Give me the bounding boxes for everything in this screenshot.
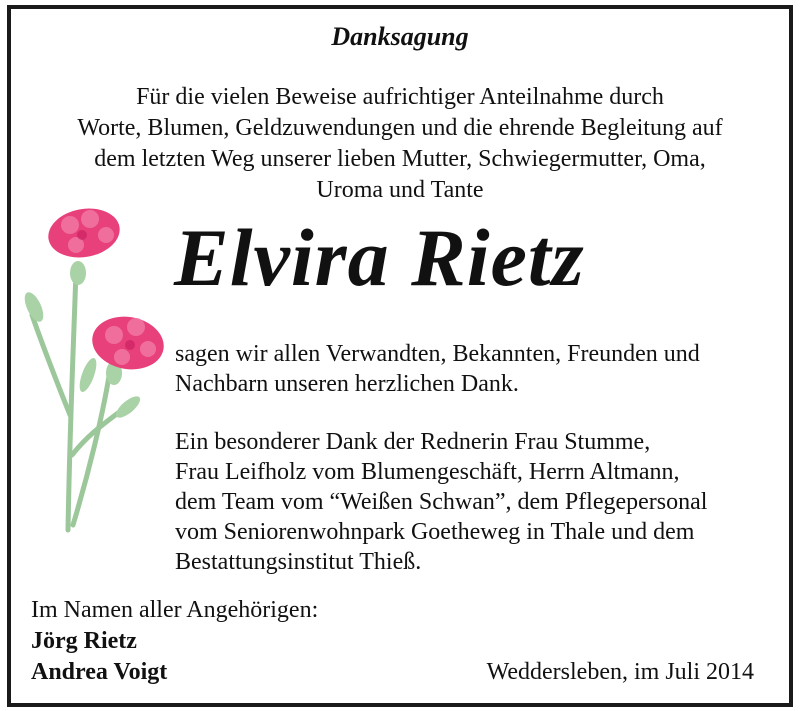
special-thanks-paragraph xyxy=(175,427,707,577)
place-date: Weddersleben, im Juli 2014 xyxy=(486,659,754,685)
intro-line: Worte, Blumen, Geldzuwendungen und die ehrende Begleitung auf xyxy=(77,115,723,141)
special-thanks-line: Bestattungsinstitut Thieß. xyxy=(175,549,422,575)
signature-name: Andrea Voigt xyxy=(31,659,168,685)
deceased-name: Elvira Rietz xyxy=(174,212,585,303)
intro-line: dem letzten Weg unserer lieben Mutter, Schwiegermutter, Oma, xyxy=(94,146,706,172)
special-thanks-line: Ein besonderer Dank der Rednerin Frau Stumme, xyxy=(175,429,651,455)
notice-title: Danksagung xyxy=(331,22,469,51)
thanks-line: Nachbarn unseren herzlichen Dank. xyxy=(175,371,519,397)
special-thanks-line: Frau Leifholz vom Blumengeschäft, Herrn Altmann, xyxy=(175,459,680,485)
special-thanks-line: vom Seniorenwohnpark Goetheweg in Thale und dem xyxy=(175,519,695,545)
thanks-line: sagen wir allen Verwandten, Bekannten, Freunden und xyxy=(175,341,700,367)
special-thanks-line: dem Team vom “Weißen Schwan”, dem Pflegepersonal xyxy=(175,489,708,515)
thanks-paragraph xyxy=(175,339,700,399)
signature-name: Jörg Rietz xyxy=(31,628,137,654)
carnation-flowers-icon xyxy=(18,185,178,545)
signature-intro: Im Namen aller Angehörigen: xyxy=(31,597,319,623)
intro-line: Uroma und Tante xyxy=(316,177,484,203)
intro-line: Für die vielen Beweise aufrichtiger Anteilnahme durch xyxy=(136,84,664,110)
